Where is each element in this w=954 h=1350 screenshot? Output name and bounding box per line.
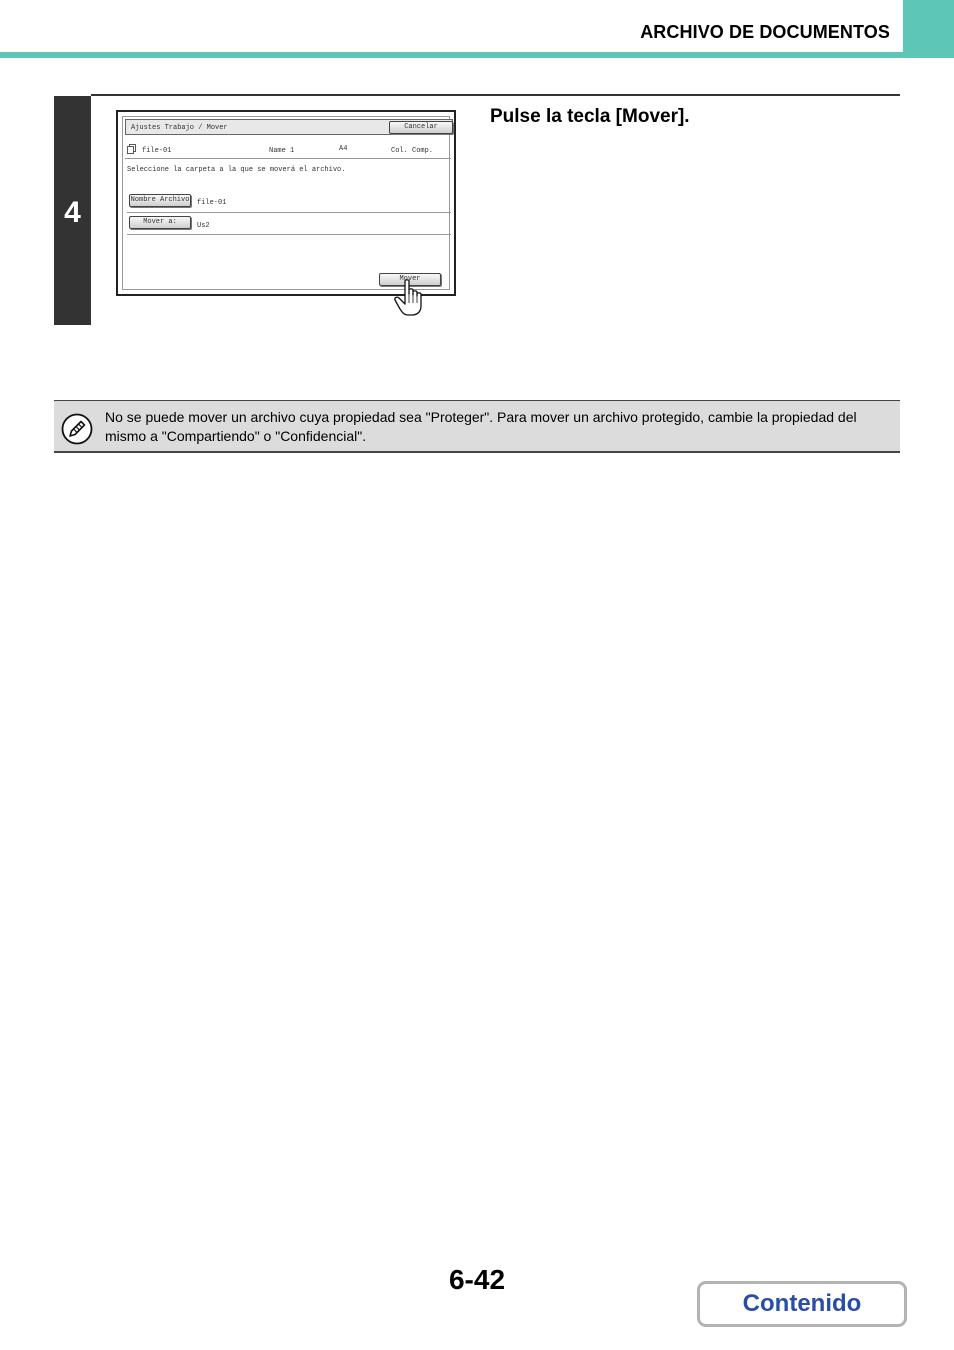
- file-name-button[interactable]: Nombre Archivo: [129, 194, 191, 207]
- move-dialog-screenshot: [116, 110, 456, 296]
- move-button[interactable]: Mover: [379, 273, 441, 286]
- file-name-value: file-01: [197, 199, 227, 207]
- move-to-value: Us2: [197, 222, 210, 230]
- move-to-button[interactable]: Mover a:: [129, 216, 191, 229]
- step-instruction: Pulse la tecla [Mover].: [490, 106, 690, 127]
- step-number-column: [54, 96, 91, 325]
- file-name: file-01: [142, 147, 172, 155]
- note-box: [54, 400, 900, 453]
- document-icon: [127, 144, 136, 154]
- hand-pointer-icon: [394, 279, 428, 317]
- divider: [125, 158, 451, 159]
- step-divider: [91, 94, 900, 96]
- dialog-title-bar: [125, 119, 453, 135]
- step-number: 4: [64, 196, 81, 229]
- dialog-instruction: Seleccione la carpeta a la que se moverá el archivo.: [127, 166, 346, 174]
- header-accent-block: [903, 0, 954, 58]
- section-title: ARCHIVO DE DOCUMENTOS: [640, 22, 890, 42]
- header-accent-bar: [0, 52, 954, 58]
- user-name: Name 1: [269, 147, 295, 155]
- color-mode: Col. Comp.: [391, 147, 434, 155]
- contents-button[interactable]: Contenido: [697, 1281, 907, 1327]
- dialog-title: Ajustes Trabajo / Mover: [131, 124, 228, 132]
- move-dialog-frame: [122, 116, 450, 290]
- note-text: No se puede mover un archivo cuya propiedad sea "Proteger". Para mover un archivo protegido, cambie la propiedad del mismo a "Compartiendo" o "Confidencial".: [105, 409, 857, 444]
- cancel-button[interactable]: Cancelar: [389, 121, 453, 134]
- divider: [127, 234, 451, 235]
- pencil-note-icon: [61, 413, 93, 445]
- divider: [127, 212, 451, 213]
- page-number: 6-42: [448, 1264, 506, 1295]
- paper-size: A4: [339, 145, 348, 153]
